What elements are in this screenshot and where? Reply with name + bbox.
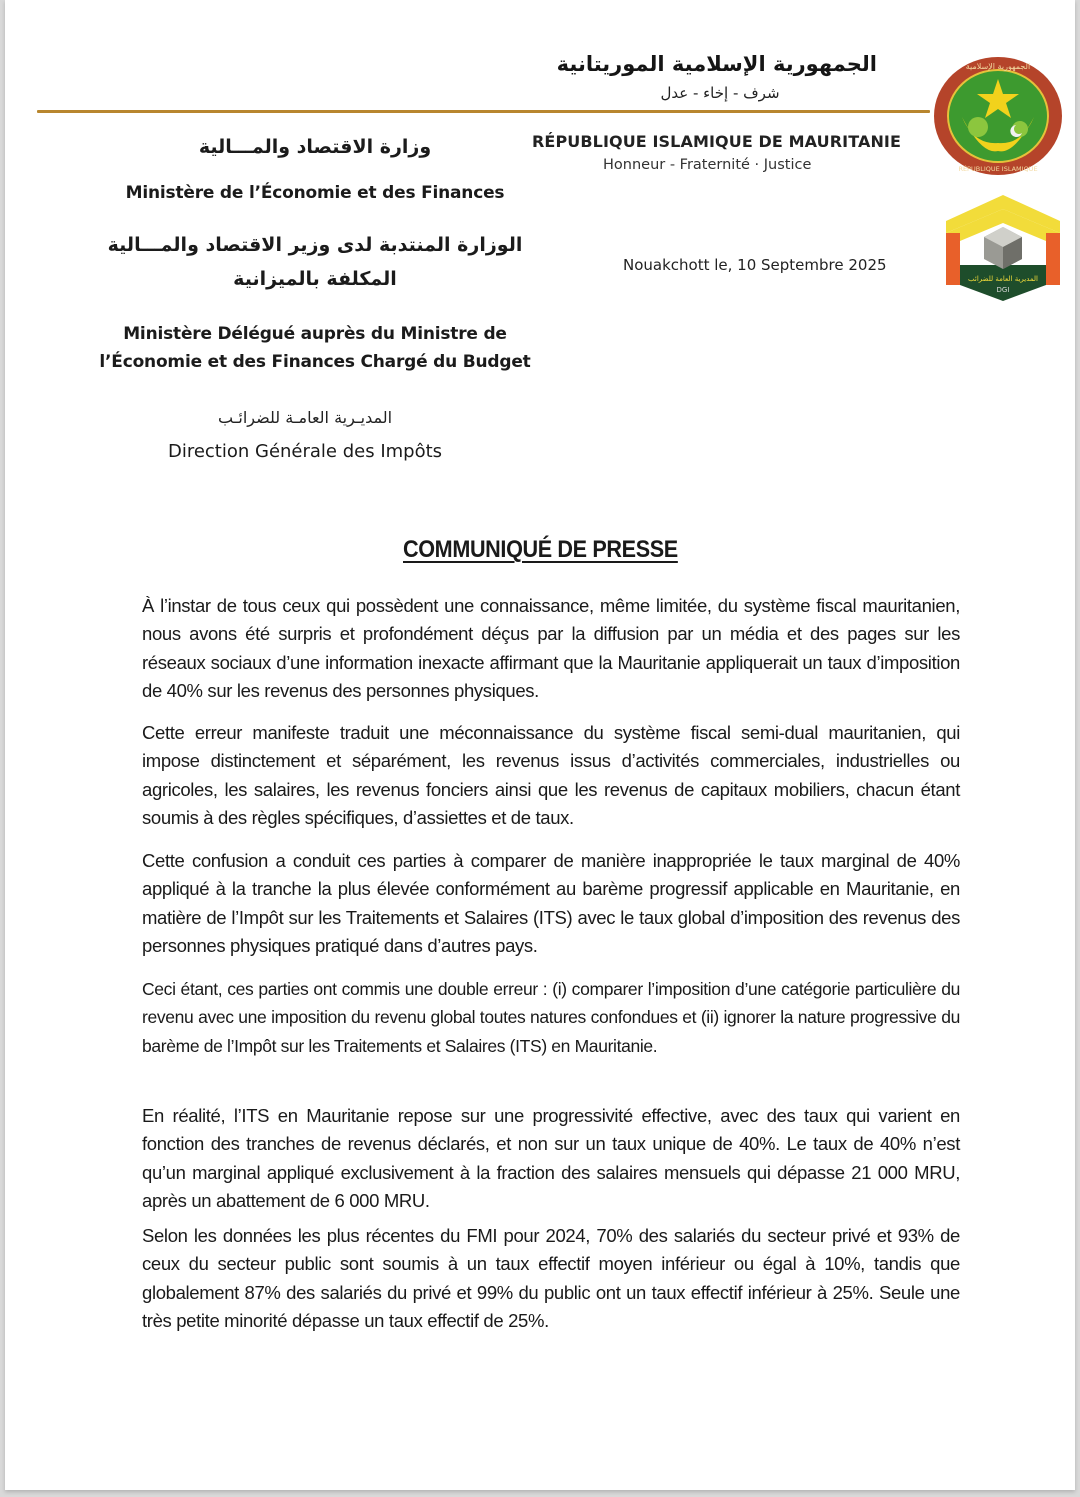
delegate-ministry-arabic-line2: المكلفة بالميزانية [233, 268, 397, 290]
paragraph-5: En réalité, l’ITS en Mauritanie repose sur une progressivité effective, avec des taux qui varient en fonction des tranches de revenus déclarés, et non sur un taux unique de 40%. Le taux de 40% n’est qu’un marginal appliqué exclusivement à la fraction des salaires mensuels qui dépasse 21 000 MRU, après un abattement de 6 000 MRU. [142, 1105, 960, 1212]
delegate-ministry-french-line2: l’Économie et des Finances Chargé du Budget [99, 352, 531, 372]
paragraph-2: Cette erreur manifeste traduit une méconnaissance du système fiscal semi-dual mauritanien, qui impose distinctement et séparément, les revenus issus d’activités commerciales, industrielles ou agricoles, les salaires, les revenus fonciers ainsi que les revenus de capitaux mobiliers, chacun étant soumis à des règles spécifiques, d’assiettes et de taux. [142, 722, 960, 829]
arabic-republic-title: الجمهورية الإسلامية الموريتانية [556, 52, 877, 76]
ministry-arabic-name: وزارة الاقتصاد والمـــالية [198, 136, 432, 158]
header-rule [37, 110, 930, 113]
paragraph-1: À l’instar de tous ceux qui possèdent une connaissance, même limitée, du système fiscal mauritanien, nous avons été surpris et profondément déçus par la diffusion par un média et des pages sur les réseaux sociaux d’une information inexacte affirmant que la Mauritanie appliquerait un taux d’imposition de 40% sur les revenus des personnes physiques. [142, 595, 960, 702]
delegate-ministry-french-line1: Ministère Délégué auprès du Ministre de [123, 324, 507, 344]
dgi-arabic-name: المديـرية العامـة للضرائـب [217, 408, 393, 427]
date-line: Nouakchott le, 10 Septembre 2025 [623, 256, 887, 274]
paragraph-3: Cette confusion a conduit ces parties à comparer de manière inappropriée le taux marginal de 40% appliqué à la tranche la plus élevée conformément au barème progressif applicable en Mauritanie, en matière de l’Impôt sur les Traitements et Salaires (ITS) avec le taux global d’imposition des revenus des personnes physiques pratiqué dans d’autres pays. [142, 850, 960, 957]
ministry-french-name: Ministère de l’Économie et des Finances [125, 183, 505, 203]
french-motto: Honneur - Fraternité · Justice [603, 157, 812, 173]
svg-text:الجمهورية الإسلامية: الجمهورية الإسلامية [965, 62, 1031, 71]
dgi-french-name: Direction Générale des Impôts [167, 441, 443, 462]
svg-text:RÉPUBLIQUE ISLAMIQUE: RÉPUBLIQUE ISLAMIQUE [958, 165, 1038, 173]
press-release-title: COMMUNIQUÉ DE PRESSE [403, 536, 678, 563]
french-republic-title: RÉPUBLIQUE ISLAMIQUE DE MAURITANIE [532, 132, 902, 151]
arabic-motto: شرف - إخاء - عدل [660, 84, 780, 102]
svg-text:المديرية العامة للضرائب: المديرية العامة للضرائب [968, 275, 1038, 283]
svg-text:DGI: DGI [996, 286, 1010, 294]
paragraph-6: Selon les données les plus récentes du FMI pour 2024, 70% des salariés du secteur privé et 93% de ceux du secteur public sont soumis à un taux effectif moyen inférieur ou égal à 10%, tandis que globalement 87% des salariés du privé et 99% du public ont un taux effectif inférieur à 25%. Seule une très petite minorité dépasse un taux effectif de 25%. [142, 1225, 960, 1332]
national-seal-icon [932, 55, 1064, 177]
delegate-ministry-arabic-line1: الوزارة المنتدبة لدى وزير الاقتصاد والمـــالية [107, 234, 523, 256]
paragraph-4: Ceci étant, ces parties ont commis une double erreur : (i) comparer l’imposition d’une catégorie particulière du revenu avec une imposition du revenu global toutes natures confondues et (ii) ignorer la nature progressive du barème de l’Impôt sur les Traitements et Salaires (ITS) en Mauritanie. [142, 979, 960, 1056]
document-page [5, 0, 1075, 1490]
dgi-logo-icon [940, 193, 1066, 303]
